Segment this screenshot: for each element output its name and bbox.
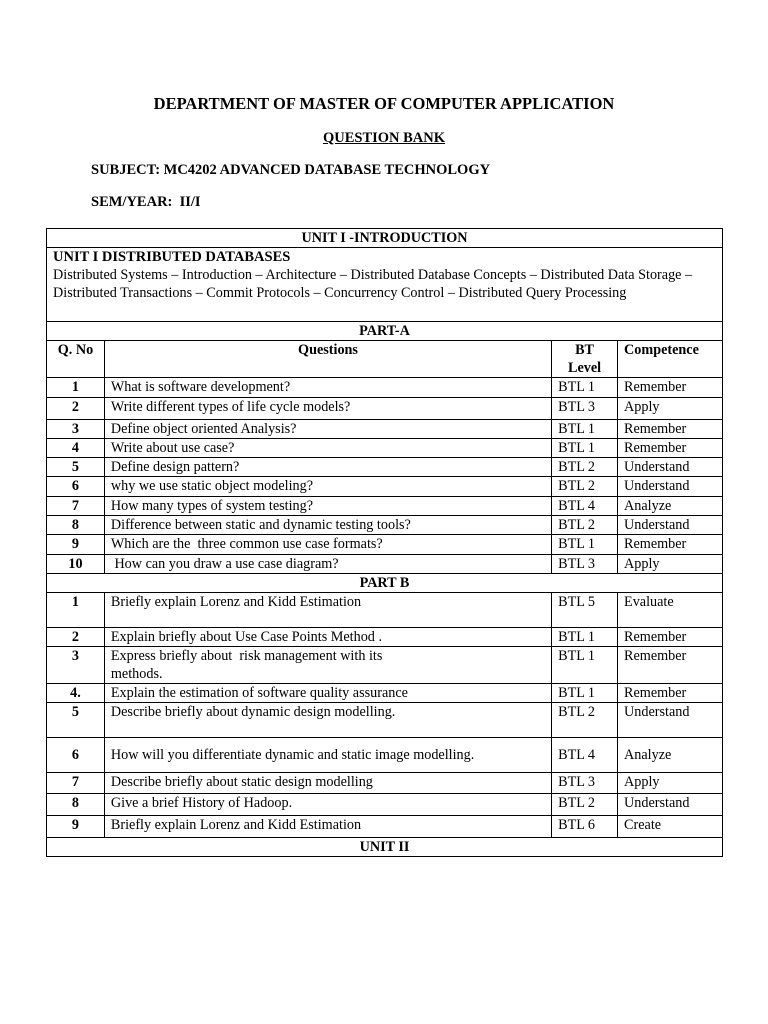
competence: Create <box>618 816 723 838</box>
question-number: 4. <box>47 684 105 703</box>
question-text: Explain the estimation of software quality assurance <box>104 684 551 703</box>
question-number: 6 <box>47 738 105 773</box>
bt-level: BTL 2 <box>552 703 618 738</box>
competence: Remember <box>618 628 723 647</box>
bt-level: BTL 1 <box>552 647 618 684</box>
competence: Understand <box>618 458 723 477</box>
bt-level: BTL 2 <box>552 458 618 477</box>
competence: Remember <box>618 378 723 398</box>
question-text: Explain briefly about Use Case Points Method . <box>104 628 551 647</box>
table-row <box>47 684 723 703</box>
question-number: 5 <box>47 458 105 477</box>
table-row <box>47 477 723 497</box>
question-text: Which are the three common use case formats? <box>104 535 551 555</box>
bt-level: BTL 2 <box>552 477 618 497</box>
competence: Understand <box>618 516 723 535</box>
question-text: Write about use case? <box>104 439 551 458</box>
table-row <box>47 816 723 838</box>
question-number: 1 <box>47 593 105 628</box>
question-text: Write different types of life cycle models? <box>104 398 551 420</box>
bt-level: BTL 1 <box>552 684 618 703</box>
table-row <box>47 378 723 398</box>
question-number: 6 <box>47 477 105 497</box>
competence: Apply <box>618 398 723 420</box>
unit1-title: UNIT I DISTRIBUTED DATABASES <box>53 249 291 265</box>
question-text: Briefly explain Lorenz and Kidd Estimation <box>104 593 551 628</box>
bt-level: BTL 4 <box>552 497 618 516</box>
competence: Understand <box>618 703 723 738</box>
unit1-description <box>47 248 723 322</box>
bt-level: BTL 6 <box>552 816 618 838</box>
table-row <box>47 555 723 574</box>
question-text: Difference between static and dynamic testing tools? <box>104 516 551 535</box>
table-header-row <box>47 341 723 378</box>
table-row <box>47 439 723 458</box>
question-text: How many types of system testing? <box>104 497 551 516</box>
bt-level: BTL 1 <box>552 628 618 647</box>
table-row <box>47 516 723 535</box>
question-text: Express briefly about risk management with its methods. <box>104 647 551 684</box>
question-text: Describe briefly about dynamic design modelling. <box>104 703 551 738</box>
question-text: why we use static object modeling? <box>104 477 551 497</box>
question-number: 10 <box>47 555 105 574</box>
table-row <box>47 535 723 555</box>
table-row <box>47 773 723 794</box>
question-bank-label: QUESTION BANK <box>322 130 446 146</box>
table-row <box>47 647 723 684</box>
question-bank-table <box>46 228 723 857</box>
question-number: 9 <box>47 535 105 555</box>
question-text: What is software development? <box>104 378 551 398</box>
question-number: 7 <box>47 773 105 794</box>
question-number: 8 <box>47 516 105 535</box>
table-row <box>47 628 723 647</box>
question-number: 9 <box>47 816 105 838</box>
bt-level: BTL 2 <box>552 794 618 816</box>
table-row <box>47 420 723 439</box>
unit1-syllabus: Distributed Systems – Introduction – Architecture – Distributed Database Concepts – Distributed Data Storage – Distributed Transactions – Commit Protocols – Concurrency Control – Distributed Query Processing <box>53 267 693 301</box>
bt-level: BTL 2 <box>552 516 618 535</box>
question-text: Describe briefly about static design modelling <box>104 773 551 794</box>
column-header-bt-level: BT Level <box>552 341 618 378</box>
bt-level: BTL 1 <box>552 535 618 555</box>
bt-level: BTL 3 <box>552 773 618 794</box>
table-row <box>47 703 723 738</box>
bt-level: BTL 5 <box>552 593 618 628</box>
question-bank-heading <box>0 130 768 147</box>
bt-level: BTL 1 <box>552 378 618 398</box>
question-number: 2 <box>47 398 105 420</box>
bt-level: BTL 3 <box>552 555 618 574</box>
competence: Analyze <box>618 738 723 773</box>
question-text: Define design pattern? <box>104 458 551 477</box>
bt-level: BTL 3 <box>552 398 618 420</box>
competence: Remember <box>618 647 723 684</box>
question-number: 4 <box>47 439 105 458</box>
column-header-questions: Questions <box>104 341 551 378</box>
question-text: Briefly explain Lorenz and Kidd Estimation <box>104 816 551 838</box>
competence: Remember <box>618 420 723 439</box>
question-number: 5 <box>47 703 105 738</box>
competence: Analyze <box>618 497 723 516</box>
question-number: 1 <box>47 378 105 398</box>
part-b-label: PART B <box>47 574 723 593</box>
bt-level: BTL 1 <box>552 439 618 458</box>
column-header-qno: Q. No <box>47 341 105 378</box>
question-text: Give a brief History of Hadoop. <box>104 794 551 816</box>
table-row <box>47 458 723 477</box>
part-a-label: PART-A <box>47 322 723 341</box>
unit1-banner: UNIT I -INTRODUCTION <box>47 229 723 248</box>
competence: Apply <box>618 773 723 794</box>
question-text: How can you draw a use case diagram? <box>104 555 551 574</box>
table-row <box>47 497 723 516</box>
column-header-competence: Competence <box>618 341 723 378</box>
competence: Remember <box>618 439 723 458</box>
question-number: 3 <box>47 647 105 684</box>
question-number: 7 <box>47 497 105 516</box>
competence: Remember <box>618 684 723 703</box>
competence: Understand <box>618 477 723 497</box>
question-number: 8 <box>47 794 105 816</box>
unit2-banner: UNIT II <box>47 838 723 857</box>
department-heading: DEPARTMENT OF MASTER OF COMPUTER APPLICATION <box>153 94 615 113</box>
question-text: Define object oriented Analysis? <box>104 420 551 439</box>
table-row <box>47 794 723 816</box>
question-text: How will you differentiate dynamic and static image modelling. <box>104 738 551 773</box>
table-row <box>47 738 723 773</box>
question-number: 3 <box>47 420 105 439</box>
competence: Evaluate <box>618 593 723 628</box>
sem-year-line: SEM/YEAR: II/I <box>91 194 201 210</box>
bt-level: BTL 1 <box>552 420 618 439</box>
bt-level: BTL 4 <box>552 738 618 773</box>
table-row <box>47 398 723 420</box>
competence: Understand <box>618 794 723 816</box>
competence: Apply <box>618 555 723 574</box>
question-number: 2 <box>47 628 105 647</box>
table-row <box>47 593 723 628</box>
subject-line: SUBJECT: MC4202 ADVANCED DATABASE TECHNOLOGY <box>91 162 491 178</box>
competence: Remember <box>618 535 723 555</box>
